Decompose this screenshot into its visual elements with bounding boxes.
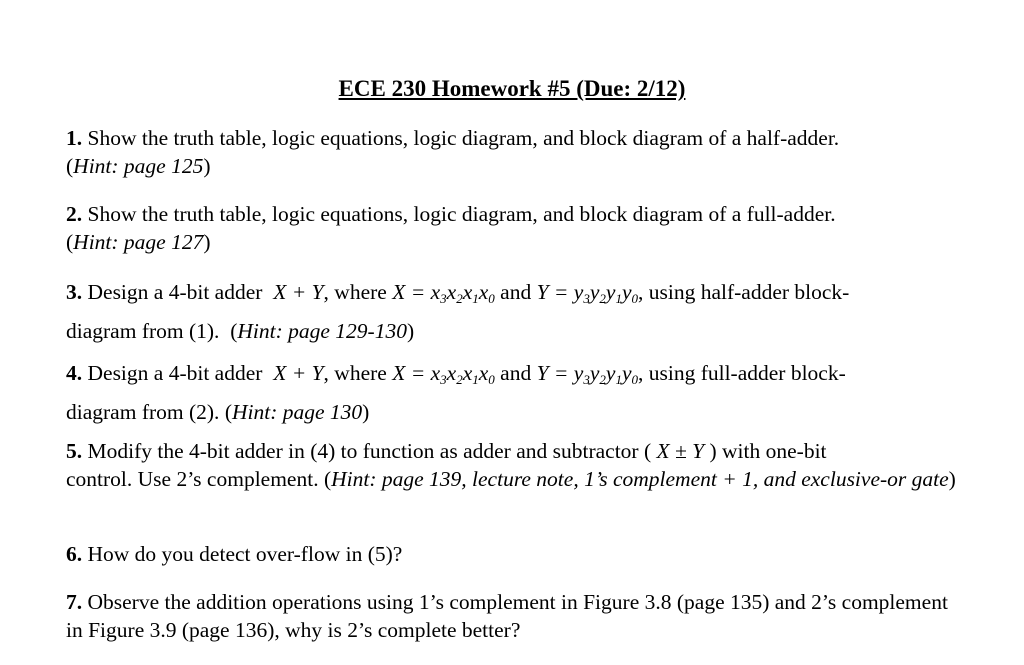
question-number: 5.: [66, 439, 83, 463]
question-text: and: [500, 361, 532, 385]
question-number: 7.: [66, 590, 83, 614]
hint: Hint: page 127: [73, 230, 204, 254]
question-5: 5. Modify the 4-bit adder in (4) to function as adder and subtractor ( X ± Y ) with one-bit control. Use 2’s complement. (Hint: page 139, lecture note, 1’s complement + 1, and exclusive-or gate): [66, 439, 956, 491]
question-1: 1. Show the truth table, logic equations, logic diagram, and block diagram of a half-adder. (Hint: page 125): [66, 126, 840, 178]
math-x-definition: $X = x_3x_2x_1x_0$: [392, 280, 495, 306]
question-6: [66, 540, 966, 568]
question-text: control. Use 2’s complement. (: [66, 467, 332, 491]
question-number: 1.: [66, 126, 83, 150]
question-number: 2.: [66, 202, 83, 226]
math-expression: X + Y: [273, 361, 324, 385]
question-text: ) with one-bit: [709, 439, 827, 463]
question-text: Modify the 4-bit adder in (4) to function as adder and subtractor (: [87, 439, 652, 463]
question-text: Show the truth table, logic equations, logic diagram, and block diagram of a half-adder.: [87, 126, 840, 150]
question-4: 4. Design a 4-bit adder X + Y, where $X = x_3x_2x_1x_0$ and $Y = y_3y_2y_1y_0$, using full-adder block- diagram from (2). (Hint: page 130): [66, 361, 846, 424]
question-text: Observe the addition operations using 1’s complement in Figure 3.8 (page 135) and 2’s complement in Figure 3.9 (page 136), why is 2’s complete better?: [66, 590, 948, 642]
question-3: 3. Design a 4-bit adder X + Y, where $X = x_3x_2x_1x_0$ and $Y = y_3y_2y_1y_0$, using half-adder block- diagram from (1). (Hint: page 129-130): [66, 280, 850, 343]
math-expression: X + Y: [273, 280, 324, 304]
question-number: 6.: [66, 542, 83, 566]
question-text: and: [500, 280, 532, 304]
question-2: 2. Show the truth table, logic equations, logic diagram, and block diagram of a full-adder. (Hint: page 127): [66, 202, 836, 254]
math-y-definition: $Y = y_3y_2y_1y_0$: [536, 361, 638, 387]
hint: Hint: page 125: [73, 154, 204, 178]
question-text: , where: [323, 280, 387, 304]
question-number: 4.: [66, 361, 83, 385]
question-7: [66, 588, 966, 644]
hint: Hint: page 129-130: [237, 319, 407, 343]
hint: Hint: page 130: [231, 400, 363, 424]
question-text: diagram from (2).: [66, 400, 220, 424]
question-number: 3.: [66, 280, 83, 304]
question-text: Design a 4-bit adder: [87, 280, 263, 304]
question-text: , using full-adder block-: [637, 361, 846, 385]
question-text: diagram from (1).: [66, 319, 220, 343]
hint: Hint: page 139, lecture note, 1’s complement + 1, and exclusive-or gate: [331, 467, 949, 491]
question-text: How do you detect over-flow in (5)?: [87, 542, 403, 566]
math-x-definition: $X = x_3x_2x_1x_0$: [392, 361, 495, 387]
math-expression: X ± Y: [656, 439, 705, 463]
page-title: ECE 230 Homework #5 (Due: 2/12): [338, 76, 686, 101]
math-y-definition: $Y = y_3y_2y_1y_0$: [536, 280, 638, 306]
question-text: , using half-adder block-: [637, 280, 850, 304]
question-text: Show the truth table, logic equations, logic diagram, and block diagram of a full-adder.: [87, 202, 836, 226]
question-text: , where: [323, 361, 387, 385]
question-text: Design a 4-bit adder: [87, 361, 263, 385]
